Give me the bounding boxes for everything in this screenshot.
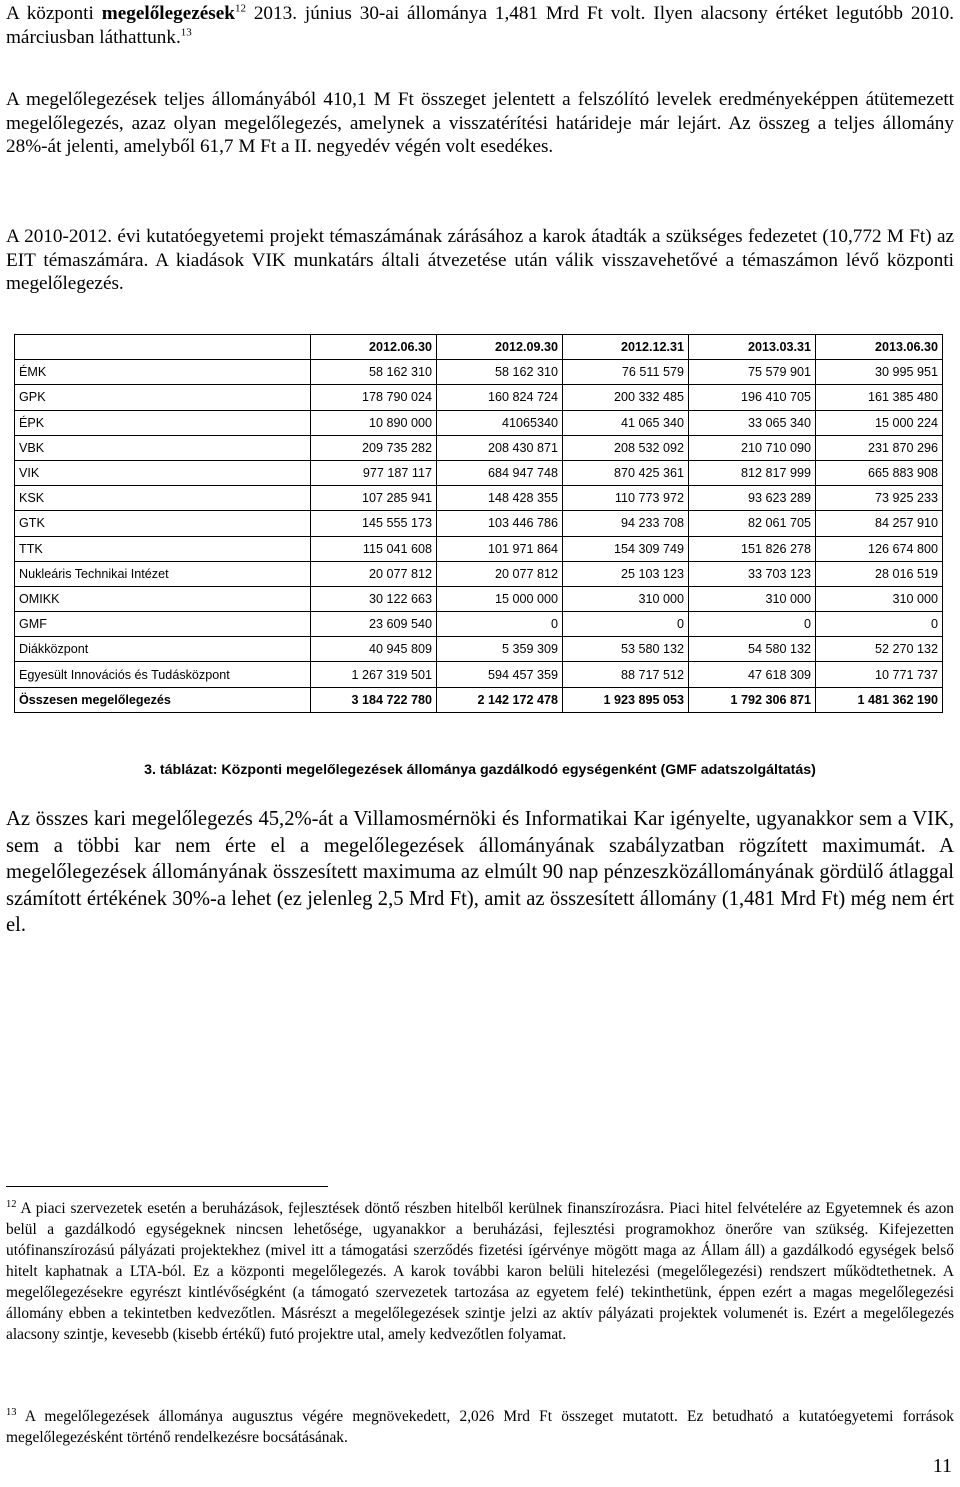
intro-paragraph [6, 2, 954, 49]
table-row [15, 612, 943, 637]
table-cell: 93 623 289 [689, 486, 816, 511]
research-project-paragraph: A 2010-2012. évi kutatóegyetemi projekt témaszámának zárásához a karok átadták a szükséges fedezetet (10,772 M Ft) az EIT témaszámára. A kiadások VIK munkatárs általi átvezetése után válik visszavehetővé a témaszámon lévő központi megelőlegezés. [6, 226, 954, 295]
table-cell: 33 703 123 [689, 561, 816, 586]
table-cell: 10 890 000 [311, 410, 437, 435]
table-cell: 977 187 117 [311, 460, 437, 485]
table-total-row [15, 687, 943, 712]
table-cell: 178 790 024 [311, 385, 437, 410]
row-label: KSK [15, 486, 311, 511]
total-cell: 1 481 362 190 [816, 687, 943, 712]
column-header: 2012.12.31 [563, 335, 689, 360]
table-cell: 145 555 173 [311, 511, 437, 536]
row-label: Egyesült Innovációs és Tudásközpont [15, 662, 311, 687]
page-number: 11 [932, 1455, 952, 1477]
advances-table [14, 334, 943, 713]
row-label: ÉPK [15, 410, 311, 435]
table-cell: 310 000 [689, 586, 816, 611]
table-cell: 231 870 296 [816, 435, 943, 460]
faculty-share-paragraph: Az összes kari megelőlegezés 45,2%-át a Villamosmérnöki és Informatikai Kar igényelte, ugyanakkor sem a VIK, sem a többi kar nem érte el a megelőlegezések állományának szabályzatban rögzített maximumát. A megelőlegezések állományának összesített maximuma az elmúlt 90 nap pénzeszközállományának gördülő átlaggal számított értékének 30%-a lehet (ez jelenleg 2,5 Mrd Ft), amit az összesített állomány (1,481 Mrd Ft) még nem ért el. [6, 808, 954, 937]
table-cell: 5 359 309 [437, 637, 563, 662]
table-row [15, 662, 943, 687]
table-row [15, 586, 943, 611]
table-cell: 594 457 359 [437, 662, 563, 687]
row-label: ÉMK [15, 360, 311, 385]
table-cell: 103 446 786 [437, 511, 563, 536]
table-cell: 665 883 908 [816, 460, 943, 485]
footnote-mark: 12 [6, 1198, 17, 1210]
table-cell: 0 [563, 612, 689, 637]
table-cell: 88 717 512 [563, 662, 689, 687]
table-cell: 28 016 519 [816, 561, 943, 586]
table-cell: 310 000 [816, 586, 943, 611]
table-cell: 160 824 724 [437, 385, 563, 410]
intro-text-start: A központi [6, 3, 102, 24]
intro-bold-term: megelőlegezések [101, 3, 235, 24]
table-cell: 84 257 910 [816, 511, 943, 536]
row-label: OMIKK [15, 586, 311, 611]
table-cell: 208 532 092 [563, 435, 689, 460]
table-cell: 0 [689, 612, 816, 637]
row-label: GPK [15, 385, 311, 410]
row-label: GMF [15, 612, 311, 637]
table-cell: 33 065 340 [689, 410, 816, 435]
row-label: TTK [15, 536, 311, 561]
table-header-row [15, 335, 943, 360]
table-cell: 47 618 309 [689, 662, 816, 687]
table-cell: 75 579 901 [689, 360, 816, 385]
table-cell: 115 041 608 [311, 536, 437, 561]
table-cell: 107 285 941 [311, 486, 437, 511]
table-cell: 1 267 319 501 [311, 662, 437, 687]
table-cell: 15 000 000 [437, 586, 563, 611]
table-caption: 3. táblázat: Központi megelőlegezések állománya gazdálkodó egységenként (GMF adatszolgáltatás) [144, 762, 816, 778]
total-cell: 3 184 722 780 [311, 687, 437, 712]
table-cell: 23 609 540 [311, 612, 437, 637]
table-row [15, 360, 943, 385]
table-cell: 76 511 579 [563, 360, 689, 385]
table-cell: 82 061 705 [689, 511, 816, 536]
table-cell: 101 971 864 [437, 536, 563, 561]
table-cell: 870 425 361 [563, 460, 689, 485]
table-row [15, 637, 943, 662]
table-row [15, 561, 943, 586]
table-cell: 10 771 737 [816, 662, 943, 687]
row-label: VIK [15, 460, 311, 485]
table-cell: 126 674 800 [816, 536, 943, 561]
total-label: Összesen megelőlegezés [15, 687, 311, 712]
table-cell: 148 428 355 [437, 486, 563, 511]
table-cell: 58 162 310 [311, 360, 437, 385]
table-cell: 210 710 090 [689, 435, 816, 460]
intro-text-rest: 2013. június 30-ai állománya 1,481 Mrd Ft volt. Ilyen alacsony értéket legutóbb 2010. márciusban láthattunk. [6, 3, 954, 48]
table-cell: 52 270 132 [816, 637, 943, 662]
footnote-text: A megelőlegezések állománya augusztus végére megnövekedett, 2,026 Mrd Ft összeget mutatott. Ez betudható a kutatóegyetemi források megelőlegezésként történő rendelkezésre bocsátásának. [6, 1408, 954, 1446]
column-header: 2013.06.30 [816, 335, 943, 360]
table-cell: 94 233 708 [563, 511, 689, 536]
table-cell: 684 947 748 [437, 460, 563, 485]
table-cell: 209 735 282 [311, 435, 437, 460]
table-cell: 208 430 871 [437, 435, 563, 460]
total-cell: 1 923 895 053 [563, 687, 689, 712]
table-cell: 15 000 224 [816, 410, 943, 435]
table-cell: 41065340 [437, 410, 563, 435]
column-header: 2013.03.31 [689, 335, 816, 360]
table-cell: 196 410 705 [689, 385, 816, 410]
column-header: 2012.06.30 [311, 335, 437, 360]
table-cell: 151 826 278 [689, 536, 816, 561]
footnote-ref-12[interactable]: 12 [234, 2, 246, 15]
row-label: VBK [15, 435, 311, 460]
row-label: Diákközpont [15, 637, 311, 662]
table-cell: 25 103 123 [563, 561, 689, 586]
table-cell: 310 000 [563, 586, 689, 611]
table-cell: 0 [816, 612, 943, 637]
table-cell: 812 817 999 [689, 460, 816, 485]
table-cell: 154 309 749 [563, 536, 689, 561]
footnote-12 [6, 1198, 954, 1345]
table-row [15, 486, 943, 511]
footnote-separator [6, 1186, 328, 1187]
table-row [15, 511, 943, 536]
rescheduled-paragraph: A megelőlegezések teljes állományából 410,1 M Ft összeget jelentett a felszólító levelek eredményeképpen átütemezett megelőlegezés, azaz olyan megelőlegezés, amelynek a visszatérítési határideje már lejárt. Az összeg a teljes állomány 28%-át jelenti, amelyből 61,7 M Ft a II. negyedév végén volt esedékes. [6, 89, 954, 158]
footnote-ref-13[interactable]: 13 [180, 26, 192, 39]
total-cell: 2 142 172 478 [437, 687, 563, 712]
row-label: Nukleáris Technikai Intézet [15, 561, 311, 586]
footnote-text: A piaci szervezetek esetén a beruházások, fejlesztések döntő részben hitelből kerülnek finanszírozásra. Piaci hitel felvételére az Egyetemnek és azon belül a gazdálkodó egységeknek nincsen lehetősége, ugyanakkor a beruházási, fejlesztési programokhoz önerőre van szükség. Kifejezetten utófinanszírozású pályázati projektekhez (mivel itt a támogatási szerződés fizetési ígérvénye mögött maga az Állam áll) a gazdálkodó egységek belső hitelt kaphatnak a LTA-ból. Ez a központi megelőlegezés. A karok további karon belüli hitelezési (megelőlegezési) rendszert működtethetnek. A megelőlegezésekre egyrészt kintlévőségként (a támogató szervezetek tartozása az egyetem felé) tekinthetünk, éppen ezért a magas megelőlegezési állomány ebben a tekintetben kedvezőtlen. Másrészt a megelőlegezések szintje jelzi az aktív pályázati projektek volumenét is. Ezért a megelőlegezés alacsony szintje, kevesebb (kisebb értékű) futó projektre utal, amely kedvezőtlen folyamat. [6, 1200, 954, 1343]
footnote-13 [6, 1406, 954, 1448]
table-corner-cell [15, 335, 311, 360]
table-cell: 30 122 663 [311, 586, 437, 611]
table-cell: 73 925 233 [816, 486, 943, 511]
row-label: GTK [15, 511, 311, 536]
table-cell: 30 995 951 [816, 360, 943, 385]
footnote-mark: 13 [6, 1406, 17, 1418]
table-row [15, 460, 943, 485]
table-cell: 54 580 132 [689, 637, 816, 662]
table-row [15, 385, 943, 410]
table-cell: 53 580 132 [563, 637, 689, 662]
total-cell: 1 792 306 871 [689, 687, 816, 712]
table-cell: 58 162 310 [437, 360, 563, 385]
table-row [15, 536, 943, 561]
column-header: 2012.09.30 [437, 335, 563, 360]
table-cell: 20 077 812 [437, 561, 563, 586]
table-cell: 161 385 480 [816, 385, 943, 410]
table-cell: 40 945 809 [311, 637, 437, 662]
table-cell: 200 332 485 [563, 385, 689, 410]
table-cell: 20 077 812 [311, 561, 437, 586]
table-cell: 110 773 972 [563, 486, 689, 511]
table-row [15, 410, 943, 435]
table-cell: 0 [437, 612, 563, 637]
table-row [15, 435, 943, 460]
table-cell: 41 065 340 [563, 410, 689, 435]
